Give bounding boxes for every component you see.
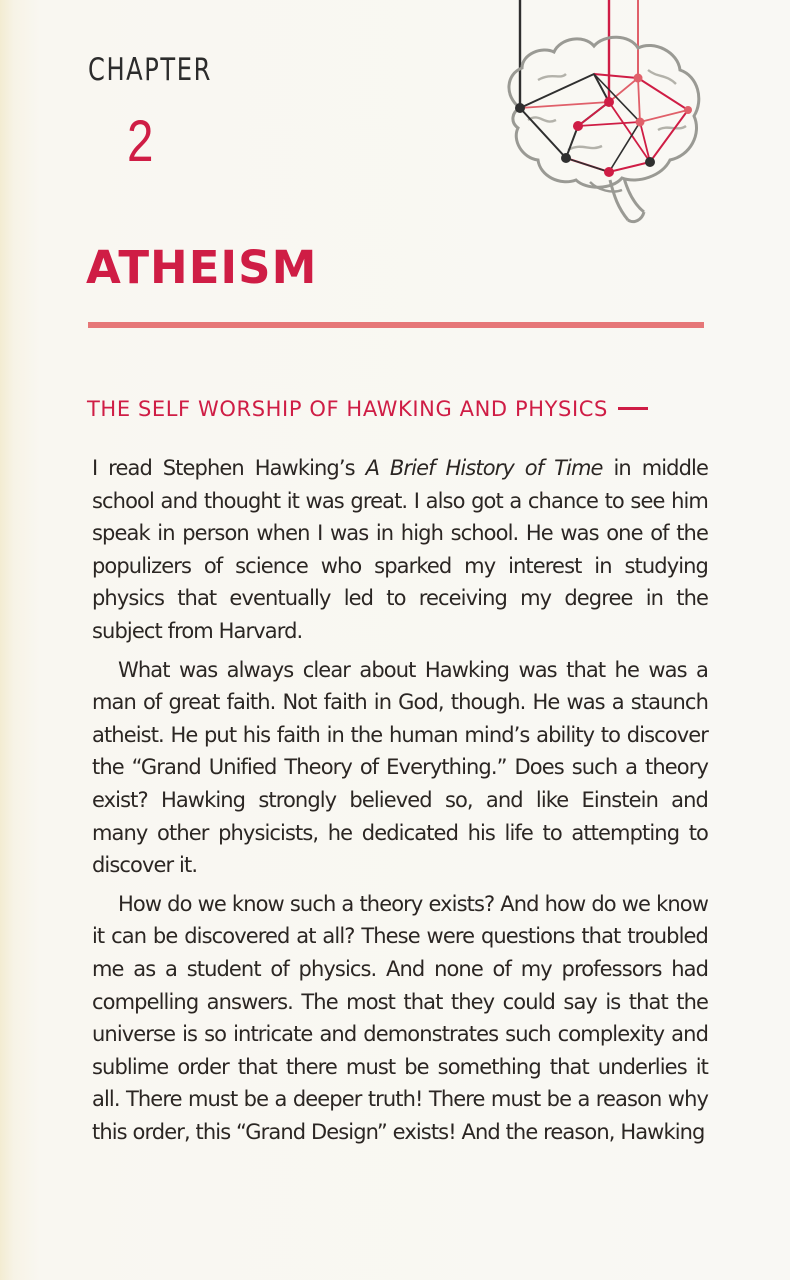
paragraph-1-end: in middle school and thought it was great. I also got a chance to see him speak in person when I was in high school. He was one of the populizers of science who sparked my interest in studying physics that eventually led to receiving my degree in the subject from Harvard. — [92, 456, 709, 643]
paragraph-3: How do we know such a theory exists? And how do we know it can be discovered at all? These were questions that troubled me as a student of physics. And none of my professors had compelling answers. The most that they could say is that the universe is so intricate and demonstrates such complexity and sublime order that there must be something that underlies it all. There must be a deeper truth! There must be a reason why this order, this “Grand Design” exists! And the reason, Hawking — [92, 891, 708, 1144]
chapter-number: 2 — [127, 109, 154, 174]
book-title: A Brief History of Time — [365, 456, 603, 480]
paragraph-1-start: I read Stephen Hawking’s — [92, 456, 366, 480]
paragraph-1 — [92, 452, 708, 648]
chapter-label: CHAPTER — [88, 52, 212, 88]
brain-network-icon — [498, 0, 708, 230]
section-heading-text: THE SELF WORSHIP OF HAWKING AND PHYSICS — [87, 397, 608, 421]
chapter-title: ATHEISM — [86, 241, 318, 294]
section-heading — [87, 397, 648, 421]
paragraph-2: What was always clear about Hawking was that he was a man of great faith. Not faith in God, though. He was a staunch atheist. He put his faith in the human mind’s ability to discover the “Grand Unified Theory of Everything.” Does such a theory exist? Hawking strongly believed so, and like Einstein and many other physicists, he dedicated his life to attempting to discover it. — [92, 657, 708, 878]
body-text — [92, 452, 708, 1154]
heading-dash — [618, 407, 648, 410]
title-rule — [88, 322, 704, 328]
